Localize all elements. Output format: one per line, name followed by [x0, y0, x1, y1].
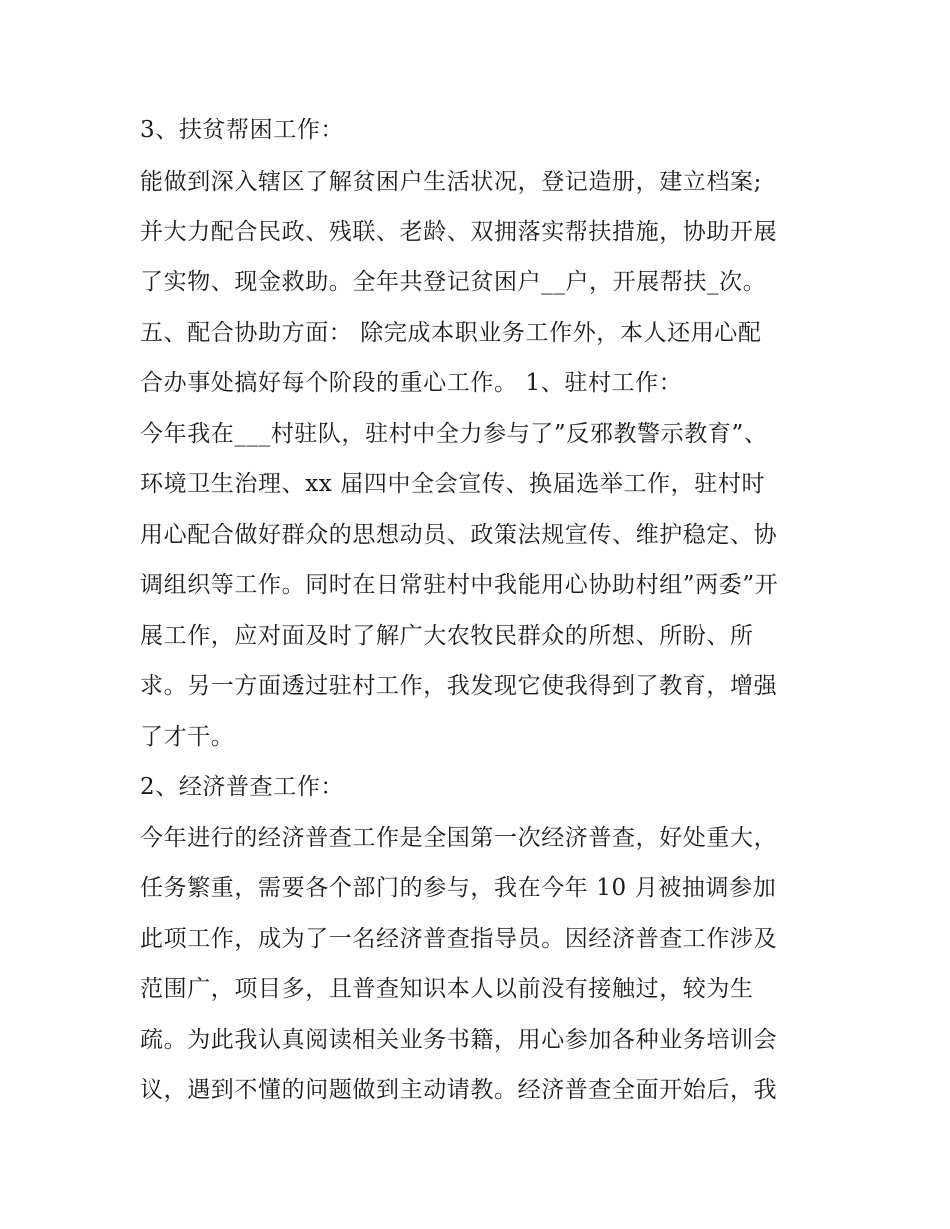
paragraph-line: 了才干。	[140, 724, 235, 750]
paragraph-line: 环境卫生治理、xx 届四中全会宣传、换届选举工作，驻村时	[140, 471, 766, 497]
paragraph-line: 今年我在___村驻队，驻村中全力参与了”反邪教警示教育”、	[140, 421, 768, 447]
paragraph-line: 用心配合做好群众的思想动员、政策法规宣传、维护稳定、协	[140, 522, 778, 548]
paragraph-line: 求。另一方面透过驻村工作，我发现它使我得到了教育，增强	[140, 673, 778, 699]
paragraph-line: 疏。为此我认真阅读相关业务书籍，用心参加各种业务培训会	[140, 1027, 778, 1053]
paragraph-line: 此项工作，成为了一名经济普查指导员。因经济普查工作涉及	[140, 926, 778, 952]
section-heading-poverty-relief: 3、扶贫帮困工作：	[140, 117, 345, 143]
paragraph-line: 调组织等工作。同时在日常驻村中我能用心协助村组”两委”开	[140, 572, 779, 598]
paragraph-line: 能做到深入辖区了解贫困户生活状况，登记造册，建立档案;	[140, 169, 762, 195]
paragraph-line: 合办事处搞好每个阶段的重心工作。 1、驻村工作：	[140, 370, 683, 396]
paragraph-line: 五、配合协助方面： 除完成本职业务工作外，本人还用心配	[140, 320, 762, 346]
section-heading-economic-census: 2、经济普查工作：	[140, 774, 345, 800]
paragraph-line: 了实物、现金救助。全年共登记贫困户__户，开展帮扶_次。	[140, 269, 767, 295]
paragraph-line: 今年进行的经济普查工作是全国第一次经济普查，好处重大，	[140, 825, 778, 851]
paragraph-line: 并大力配合民政、残联、老龄、双拥落实帮扶措施，协助开展	[140, 219, 778, 245]
paragraph-line: 任务繁重，需要各个部门的参与，我在今年 10 月被抽调参加	[140, 875, 777, 901]
paragraph-line: 展工作，应对面及时了解广大农牧民群众的所想、所盼、所	[140, 623, 754, 649]
paragraph-line: 议，遇到不懂的问题做到主动请教。经济普查全面开始后，我	[140, 1077, 778, 1103]
paragraph-line: 范围广，项目多，且普查知识本人以前没有接触过，较为生	[140, 976, 754, 1002]
